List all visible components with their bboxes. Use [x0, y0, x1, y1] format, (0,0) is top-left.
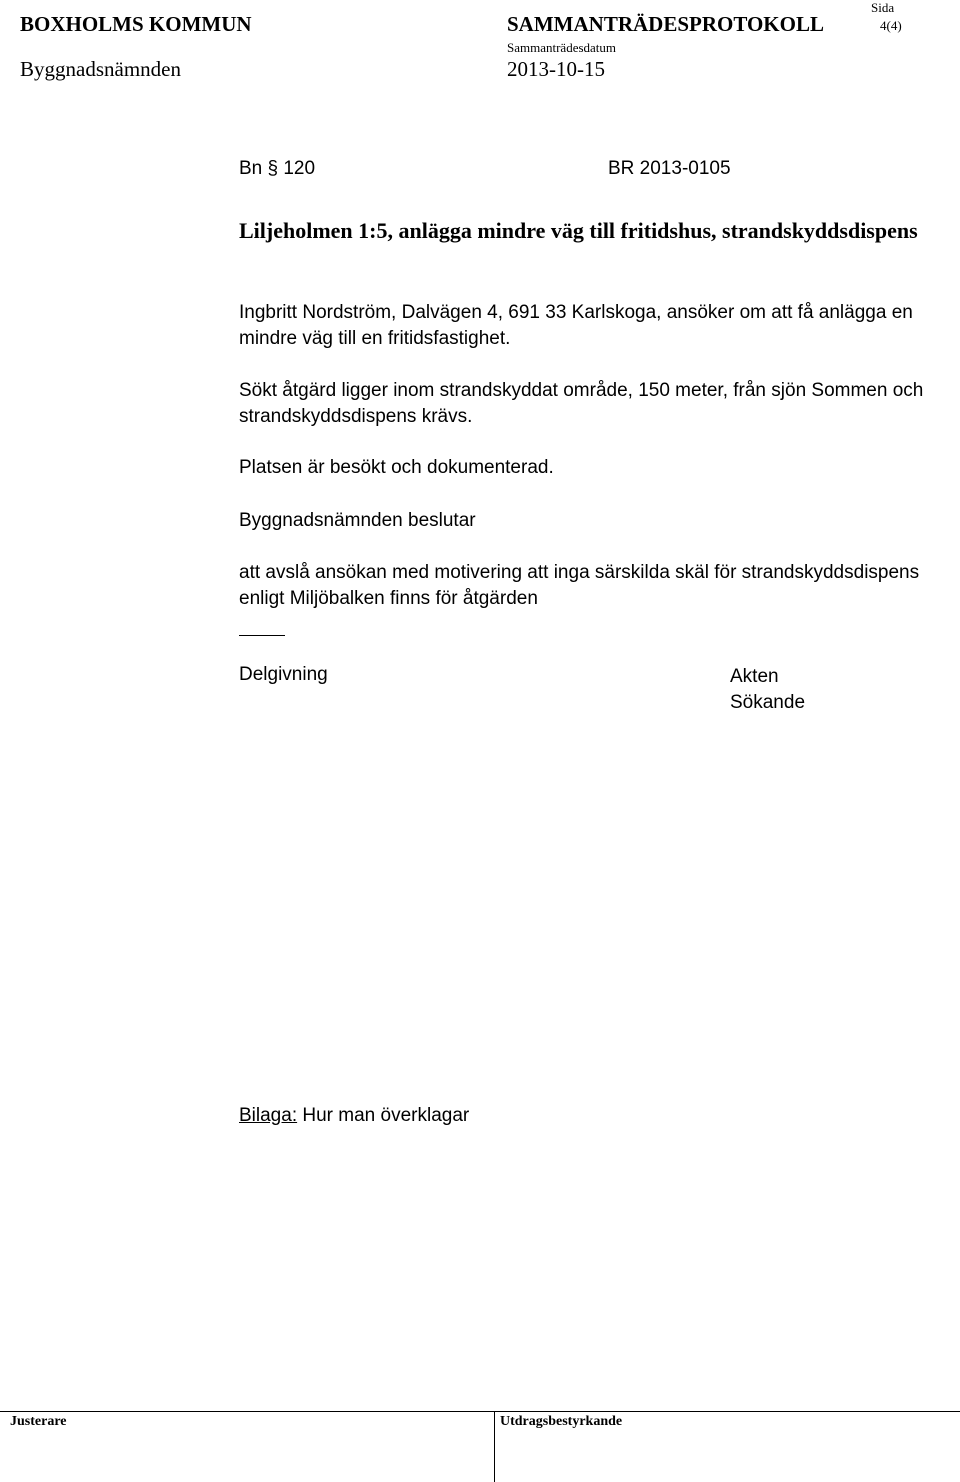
distribution-recipients — [730, 664, 805, 716]
footer-utdragsbestyrkande-label: Utdragsbestyrkande — [500, 1414, 623, 1429]
case-title: Liljeholmen 1:5, anlägga mindre väg till fritidshus, strandskyddsdispens — [239, 218, 918, 243]
attachment-line — [239, 1105, 469, 1127]
page-label: Sida — [871, 0, 895, 15]
separator-line — [239, 635, 285, 636]
footer-divider — [494, 1411, 495, 1482]
distribution-label: Delgivning — [239, 664, 328, 685]
organization-name: BOXHOLMS KOMMUN — [20, 12, 252, 36]
footer-justerare-label: Justerare — [10, 1414, 67, 1429]
document-type: SAMMANTRÄDESPROTOKOLL — [507, 12, 824, 36]
attachment-text: Hur man överklagar — [297, 1105, 470, 1126]
meeting-date: 2013-10-15 — [507, 57, 605, 81]
decision-heading: Byggnadsnämnden beslutar — [239, 510, 476, 531]
recipient-item: Sökande — [730, 692, 806, 713]
recipient-item: Akten — [730, 666, 779, 687]
page-number: 4(4) — [880, 18, 902, 33]
attachment-label: Bilaga: — [239, 1105, 298, 1126]
case-number: Bn § 120 — [239, 158, 316, 179]
paragraph-site-visit: Platsen är besökt och dokumenterad. — [239, 457, 554, 478]
decision-text: att avslå ansökan med motivering att inga särskilda skäl för strandskyddsdispens enligt Miljöbalken finns för åtgärden — [239, 562, 920, 609]
footer-rule — [0, 1411, 960, 1412]
case-reference: BR 2013-0105 — [608, 158, 731, 179]
department-name: Byggnadsnämnden — [20, 57, 181, 81]
paragraph-shore-protection: Sökt åtgärd ligger inom strandskyddat område, 150 meter, från sjön Sommen och strandskyddsdispens krävs. — [239, 380, 924, 427]
paragraph-applicant: Ingbritt Nordström, Dalvägen 4, 691 33 Karlskoga, ansöker om att få anlägga en mindre väg till en fritidsfastighet. — [239, 302, 913, 349]
meeting-date-label: Sammanträdesdatum — [507, 40, 617, 55]
